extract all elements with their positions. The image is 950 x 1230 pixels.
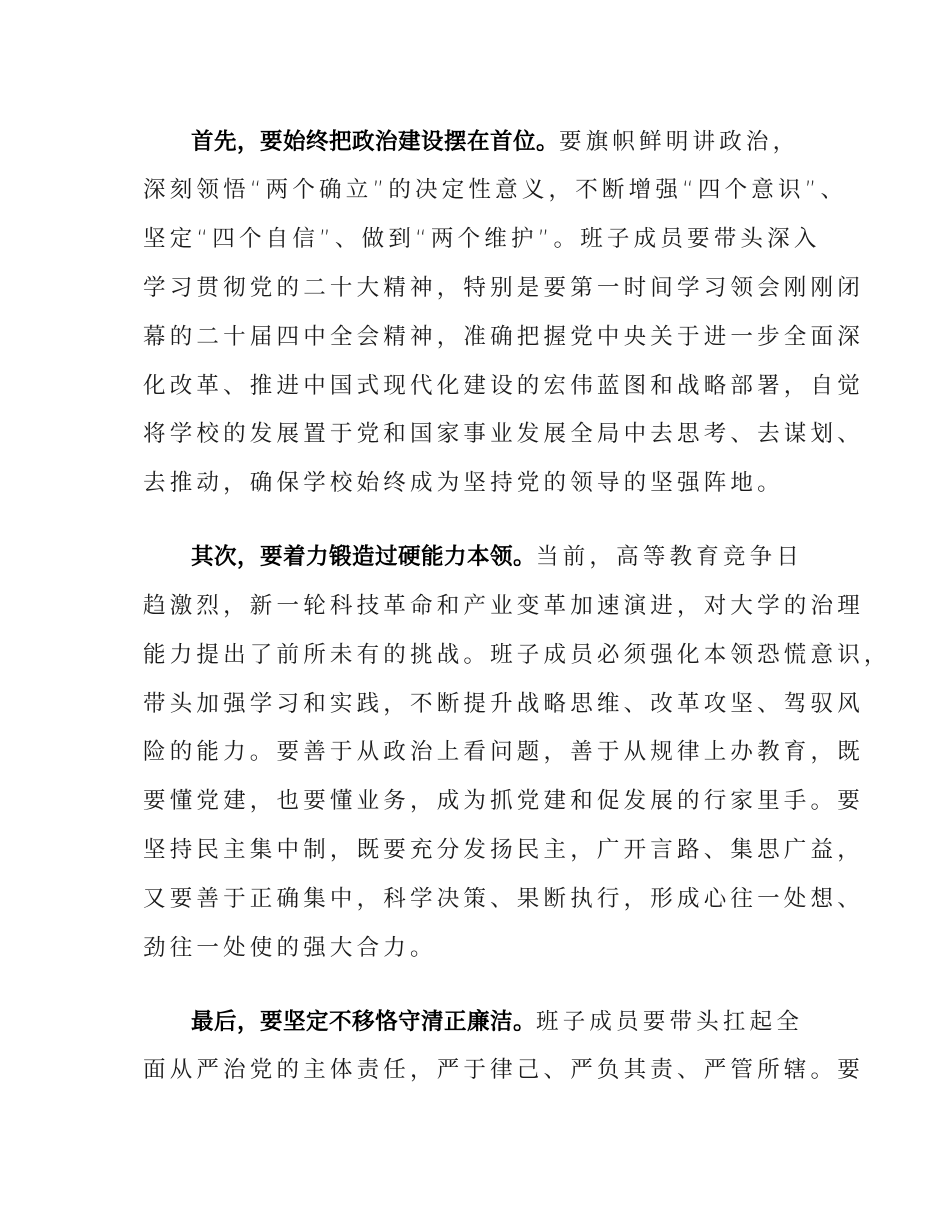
paragraph-text: 劲往一处使的强大合力。 bbox=[143, 935, 437, 961]
paragraph-3-line-2 bbox=[143, 1050, 864, 1090]
paragraph-1-heading: 首先，要始终把政治建设摆在首位。 bbox=[191, 129, 560, 155]
paragraph-text: 幕的二十届四中全会精神，准确把握党中央关于进一步全面深 bbox=[143, 324, 864, 350]
paragraph-1-line-2 bbox=[143, 170, 848, 210]
paragraph-text: 趋激烈，新一轮科技革命和产业变革加速演进，对大学的治理 bbox=[143, 593, 864, 619]
paragraph-text: 面从严治党的主体责任，严于律己、严负其责、严管所辖。要 bbox=[143, 1057, 864, 1083]
paragraph-text: 险的能力。要善于从政治上看问题，善于从规律上办教育，既 bbox=[143, 739, 864, 765]
paragraph-1-line-6 bbox=[143, 366, 864, 406]
paragraph-2-line-4 bbox=[143, 684, 864, 724]
paragraph-text: 要旗帜鲜明讲政治， bbox=[559, 129, 800, 155]
paragraph-1-line-7 bbox=[143, 414, 864, 454]
paragraph-1-line-5 bbox=[143, 317, 864, 357]
paragraph-2-line-9 bbox=[143, 928, 823, 968]
paragraph-text: 去推动，确保学校始终成为坚持党的领导的坚强阵地。 bbox=[143, 470, 784, 496]
paragraph-1-line-1 bbox=[191, 122, 871, 162]
paragraph-3-heading: 最后，要坚定不移恪守清正廉洁。 bbox=[191, 1009, 537, 1035]
paragraph-text: 带头加强学习和实践，不断提升战略思维、改革攻坚、驾驭风 bbox=[143, 691, 864, 717]
paragraph-2-line-5 bbox=[143, 732, 864, 772]
paragraph-2-line-6 bbox=[143, 781, 864, 821]
paragraph-text: 坚持民主集中制，既要充分发扬民主，广开言路、集思广益， bbox=[143, 837, 864, 863]
paragraph-1-line-4 bbox=[143, 268, 864, 308]
paragraph-text: 将学校的发展置于党和国家事业发展全局中去思考、去谋划、 bbox=[143, 421, 864, 447]
paragraph-text: 坚定“四个自信”、做到“两个维护”。班子成员要带头深入 bbox=[143, 226, 821, 252]
paragraph-text: 又要善于正确集中，科学决策、果断执行，形成心往一处想、 bbox=[143, 886, 864, 912]
paragraph-text: 当前，高等教育竞争日 bbox=[536, 544, 804, 570]
paragraph-text: 化改革、推进中国式现代化建设的宏伟蓝图和战略部署，自觉 bbox=[143, 373, 864, 399]
paragraph-text: 能力提出了前所未有的挑战。班子成员必须强化本领恐慌意识， bbox=[143, 642, 891, 668]
paragraph-2-heading: 其次，要着力锻造过硬能力本领。 bbox=[191, 544, 537, 570]
paragraph-2-line-8 bbox=[143, 879, 864, 919]
paragraph-text: 深刻领悟“两个确立”的决定性意义，不断增强“四个意识”、 bbox=[143, 177, 848, 203]
paragraph-2-line-3 bbox=[143, 635, 891, 675]
paragraph-text: 班子成员要带头扛起全 bbox=[536, 1009, 804, 1035]
paragraph-text: 要懂党建，也要懂业务，成为抓党建和促发展的行家里手。要 bbox=[143, 788, 864, 814]
paragraph-1-line-3 bbox=[143, 219, 823, 259]
paragraph-text: 学习贯彻党的二十大精神，特别是要第一时间学习领会刚刚闭 bbox=[143, 275, 864, 301]
paragraph-1-line-8 bbox=[143, 463, 823, 503]
paragraph-3-line-1 bbox=[191, 1002, 871, 1042]
paragraph-2-line-7 bbox=[143, 830, 864, 870]
paragraph-2-line-1 bbox=[191, 537, 871, 577]
paragraph-2-line-2 bbox=[143, 586, 864, 626]
